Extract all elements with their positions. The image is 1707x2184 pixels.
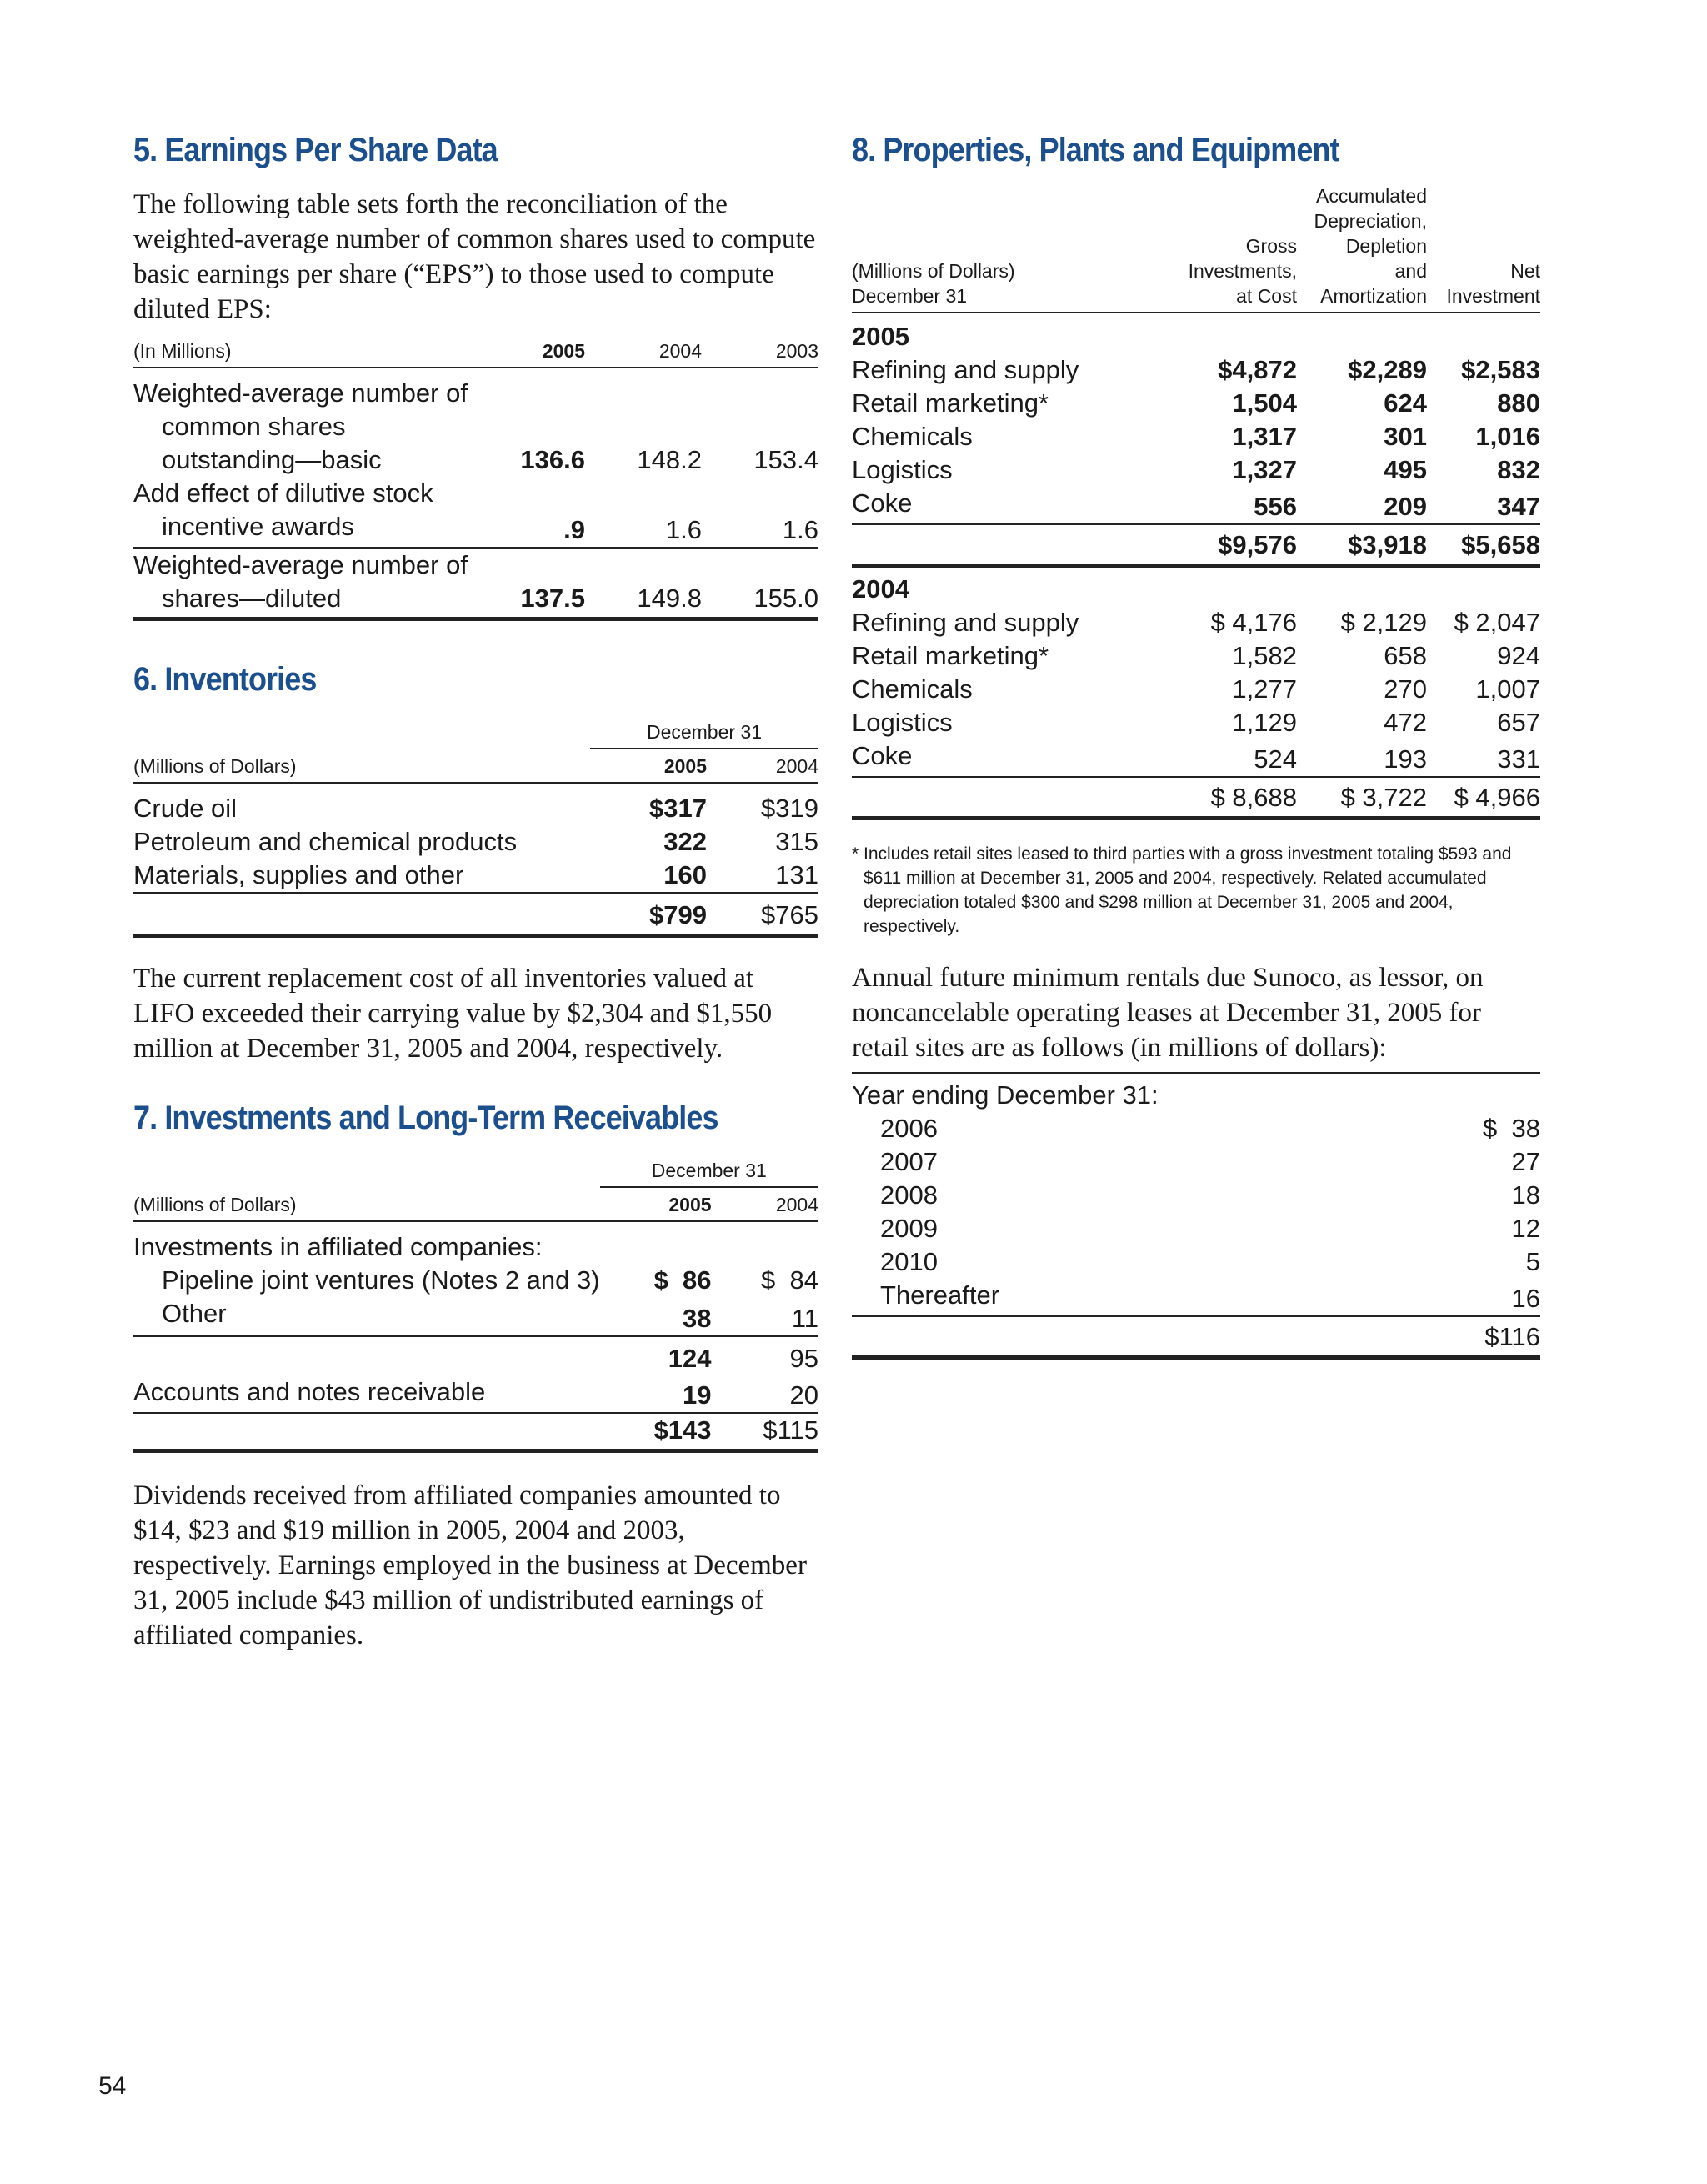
ppe-value: 347 — [1497, 492, 1540, 521]
left-column — [133, 125, 818, 1653]
table-row — [852, 606, 1540, 639]
ppe-value: 924 — [1497, 641, 1540, 670]
inventories-value: 160 — [663, 860, 707, 889]
rentals-year: 2007 — [880, 1147, 938, 1176]
ppe-col-header: Depreciation, — [1314, 210, 1427, 232]
table-row — [133, 859, 818, 893]
rentals-year: 2010 — [880, 1247, 938, 1276]
investments-label: Pipeline joint ventures (Notes 2 and 3) — [162, 1265, 600, 1295]
ppe-year-group — [852, 313, 1540, 566]
ppe-value: 1,007 — [1475, 674, 1540, 704]
rentals-intro: Annual future minimum rentals due Sunoco, as lessor, on noncancelable operating leases at December 31, 2005 for retail sites are as follows (in millions of dollars): — [852, 963, 1484, 1063]
eps-value: 155.0 — [702, 548, 818, 619]
investments-value: 20 — [789, 1380, 818, 1410]
ppe-value: 1,317 — [1232, 422, 1297, 451]
ppe-value: 1,016 — [1475, 422, 1540, 451]
ppe-total: $3,918 — [1297, 524, 1427, 566]
rentals-year: 2009 — [880, 1214, 938, 1243]
inventories-value: 322 — [663, 827, 707, 856]
ppe-value: 270 — [1384, 674, 1427, 704]
investments-value: 19 — [683, 1380, 712, 1410]
eps-label: shares—diluted — [162, 584, 342, 613]
ppe-year-label: 2005 — [852, 322, 909, 351]
ppe-total: $ 3,722 — [1297, 777, 1427, 819]
investments-group-header — [133, 1158, 818, 1187]
ppe-label: Chemicals — [852, 422, 973, 451]
inventories-unit: (Millions of Dollars) — [133, 749, 590, 783]
inventories-value: 315 — [775, 827, 818, 856]
inventories-value: 131 — [775, 860, 818, 889]
inventories-value: $317 — [649, 794, 707, 823]
table-row — [852, 739, 1540, 777]
ppe-label: Refining and supply — [852, 608, 1079, 637]
rentals-year: 2008 — [880, 1180, 938, 1210]
inventories-total: $765 — [707, 893, 818, 936]
eps-year: 2004 — [585, 338, 702, 368]
ppe-col-header: Accumulated — [1316, 185, 1427, 207]
ppe-label: Chemicals — [852, 674, 973, 704]
section5-intro: The following table sets forth the reconciliation of the weighted-average number of common shares used to compute basic earnings per share (“EPS”) to those used to compute diluted EPS: — [133, 189, 816, 324]
ppe-footnote — [852, 842, 1540, 939]
ppe-date: December 31 — [852, 285, 968, 307]
investments-unit: (Millions of Dollars) — [133, 1187, 600, 1221]
eps-year: 2005 — [468, 338, 585, 368]
table-row — [852, 1279, 1540, 1316]
ppe-label: Coke — [852, 488, 913, 518]
ppe-value: $2,583 — [1461, 355, 1540, 384]
inventories-year: 2005 — [590, 749, 707, 783]
rentals-year: 2006 — [880, 1114, 938, 1143]
footnote-text: Includes retail sites leased to third parties with a gross investment totaling $593 and $611 million at December 31, 2005 and 2004, respectively. Related accumulated depreciation totaled $300 and $298 million at December 31, 2005 and 2004, respectively. — [864, 844, 1512, 936]
rentals-total: $116 — [1407, 1316, 1540, 1358]
section8-title: 8. Properties, Plants and Equipment — [852, 132, 1339, 168]
investments-value: $ 86 — [653, 1265, 712, 1295]
inventories-header-row — [133, 749, 818, 783]
table-row — [133, 1297, 818, 1336]
ppe-value: 524 — [1254, 744, 1297, 774]
ppe-label: Logistics — [852, 708, 953, 737]
eps-label: common shares — [162, 412, 346, 441]
ppe-col-header: Net — [1510, 260, 1540, 282]
ppe-value: 624 — [1384, 388, 1427, 418]
ppe-col-header: Amortization — [1320, 285, 1427, 307]
ppe-label: Retail marketing* — [852, 388, 1049, 418]
rentals-value: 5 — [1525, 1247, 1540, 1276]
ppe-value: 658 — [1384, 641, 1427, 670]
investments-table — [133, 1158, 818, 1453]
table-row — [852, 673, 1540, 706]
investments-subtotal-row — [133, 1336, 818, 1375]
rentals-value: 27 — [1511, 1147, 1540, 1176]
investments-subtotal: 95 — [712, 1336, 818, 1375]
ppe-value: 832 — [1497, 455, 1540, 484]
eps-value: 1.6 — [782, 515, 818, 544]
rentals-table — [852, 1072, 1540, 1360]
table-row — [852, 1112, 1540, 1145]
section7-title: 7. Investments and Long-Term Receivables — [133, 1100, 718, 1136]
table-row — [852, 639, 1540, 673]
investments-year: 2005 — [600, 1187, 712, 1221]
ppe-col-header: Gross — [1245, 235, 1297, 257]
ppe-value: 301 — [1384, 422, 1427, 451]
table-row — [852, 566, 1540, 607]
ppe-label: Refining and supply — [852, 355, 1079, 384]
rentals-header: Year ending December 31: — [852, 1073, 1540, 1112]
table-row — [852, 353, 1540, 387]
investments-total: $115 — [712, 1413, 818, 1451]
eps-label: Weighted-average number of — [133, 550, 468, 579]
ppe-value: 1,582 — [1232, 641, 1297, 670]
ppe-total-row — [852, 524, 1540, 566]
eps-year: 2003 — [702, 338, 818, 368]
ppe-unit: (Millions of Dollars) — [852, 260, 1015, 282]
investments-label: Accounts and notes receivable — [133, 1377, 486, 1406]
ppe-value: 657 — [1497, 708, 1540, 737]
table-row — [852, 387, 1540, 420]
ppe-label: Coke — [852, 741, 913, 770]
investments-total-row — [133, 1413, 818, 1451]
ppe-value: 1,277 — [1232, 674, 1297, 704]
rentals-value: 12 — [1511, 1214, 1540, 1243]
rentals-total-row — [852, 1316, 1540, 1358]
ppe-total: $ 4,966 — [1427, 777, 1540, 819]
section6-title: 6. Inventories — [133, 661, 317, 698]
table-row — [133, 1264, 818, 1297]
ppe-value: 1,504 — [1232, 388, 1297, 418]
ppe-value: 880 — [1497, 388, 1540, 418]
investments-label: Other — [162, 1299, 227, 1328]
investments-year: 2004 — [712, 1187, 818, 1221]
ppe-year-group — [852, 566, 1540, 819]
ppe-value: 209 — [1384, 492, 1427, 521]
investments-subtotal: 124 — [600, 1336, 712, 1375]
ppe-col-header: Investments, — [1188, 260, 1297, 282]
ppe-value: 1,327 — [1232, 455, 1297, 484]
table-row — [133, 1221, 818, 1264]
eps-header-row — [133, 338, 818, 368]
table-row — [133, 1375, 818, 1413]
ppe-col-header: Investment — [1446, 285, 1540, 307]
eps-value: .9 — [563, 515, 585, 544]
table-row — [852, 1212, 1540, 1245]
table-row — [133, 825, 818, 859]
ppe-value: $ 4,176 — [1210, 608, 1297, 637]
ppe-header-row — [852, 183, 1540, 313]
right-column — [852, 125, 1540, 1360]
ppe-value: 1,129 — [1232, 708, 1297, 737]
inventories-total-row — [133, 893, 818, 936]
eps-value: 149.8 — [585, 548, 702, 619]
eps-value: 136.6 — [520, 445, 585, 474]
table-row — [852, 420, 1540, 453]
ppe-value: $2,289 — [1348, 355, 1427, 384]
inventories-label: Materials, supplies and other — [133, 860, 464, 889]
ppe-value: 331 — [1497, 744, 1540, 774]
ppe-value: $4,872 — [1218, 355, 1297, 384]
table-row — [133, 783, 818, 825]
eps-table — [133, 338, 818, 621]
ppe-col-header: Depletion — [1345, 235, 1427, 257]
table-row — [852, 1179, 1540, 1212]
investments-value: 38 — [683, 1304, 712, 1333]
ppe-total: $9,576 — [1164, 524, 1297, 566]
rentals-year: Thereafter — [880, 1280, 1000, 1310]
rentals-value: $ 38 — [1483, 1114, 1540, 1143]
ppe-year-label: 2004 — [852, 574, 909, 604]
ppe-value: $ 2,129 — [1340, 608, 1427, 637]
investments-group-label: December 31 — [600, 1158, 818, 1187]
section5-title: 5. Earnings Per Share Data — [133, 132, 498, 168]
eps-unit: (In Millions) — [133, 338, 468, 368]
ppe-total: $ 8,688 — [1164, 777, 1297, 819]
investments-value: $ 84 — [761, 1265, 818, 1295]
inventories-table — [133, 719, 818, 938]
eps-row-diluted — [133, 548, 818, 619]
ppe-value: 495 — [1384, 455, 1427, 484]
table-row — [852, 487, 1540, 524]
ppe-value: 193 — [1384, 744, 1427, 774]
eps-label: Add effect of dilutive stock — [133, 478, 433, 508]
eps-label: outstanding—basic — [162, 445, 382, 474]
eps-value: 1.6 — [665, 515, 702, 544]
table-row — [852, 1145, 1540, 1179]
ppe-total: $5,658 — [1427, 524, 1540, 566]
ppe-col-header: at Cost — [1236, 285, 1297, 307]
eps-value: 137.5 — [468, 548, 585, 619]
ppe-total-row — [852, 777, 1540, 819]
rentals-value: 16 — [1511, 1284, 1540, 1313]
page-number: 54 — [98, 2072, 127, 2100]
table-row — [852, 453, 1540, 487]
inventories-label: Petroleum and chemical products — [133, 827, 518, 856]
investments-total: $143 — [600, 1413, 712, 1451]
eps-value: 153.4 — [753, 445, 818, 474]
ppe-table — [852, 183, 1540, 820]
inventories-group-label: December 31 — [590, 719, 818, 749]
inventories-total: $799 — [590, 893, 707, 936]
footnote-mark: * — [852, 844, 859, 864]
investments-value: 11 — [791, 1304, 818, 1333]
investments-header-row — [133, 1187, 818, 1221]
inventories-year: 2004 — [707, 749, 818, 783]
ppe-label: Logistics — [852, 455, 953, 484]
rentals-header-row — [852, 1073, 1540, 1112]
investments-note: Dividends received from affiliated companies amounted to $14, $23 and $19 million in 2005, 2004 and 2003, respectively. Earnings employed in the business at December 31, 2005 include $43 million of undistributed earnings of affiliated companies. — [133, 1480, 807, 1651]
inventories-value: $319 — [761, 794, 818, 823]
ppe-label: Retail marketing* — [852, 641, 1049, 670]
investments-group-row: Investments in affiliated companies: — [133, 1232, 543, 1261]
eps-row-dilutive — [133, 477, 818, 548]
inventories-note: The current replacement cost of all inventories valued at LIFO exceeded their carrying value by $2,304 and $1,550 million at December 31, 2005 and 2004, respectively. — [133, 964, 773, 1064]
ppe-value: 472 — [1384, 708, 1427, 737]
eps-label: Weighted-average number of — [133, 378, 468, 408]
inventories-group-header — [133, 719, 818, 749]
ppe-col-header: and — [1394, 260, 1427, 282]
ppe-value: 556 — [1254, 492, 1297, 521]
rentals-value: 18 — [1511, 1180, 1540, 1210]
eps-label: incentive awards — [162, 512, 354, 541]
table-row — [852, 706, 1540, 739]
ppe-value: $ 2,047 — [1454, 608, 1540, 637]
table-row — [852, 1245, 1540, 1279]
table-row — [852, 313, 1540, 353]
inventories-label: Crude oil — [133, 794, 238, 823]
eps-value: 148.2 — [637, 445, 702, 474]
eps-row-basic — [133, 368, 818, 477]
